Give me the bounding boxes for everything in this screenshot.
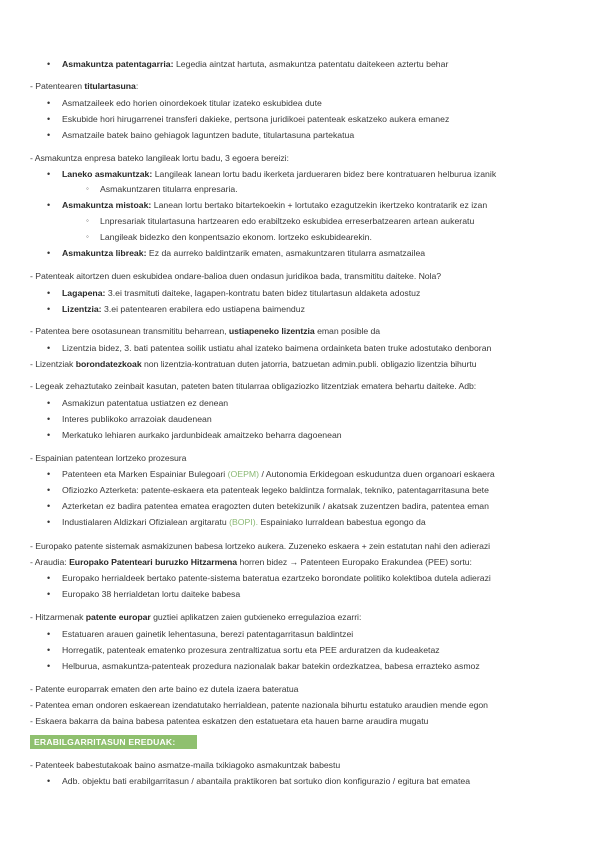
- paragraph: - Eskaera bakarra da baina babesa patentea eskatzen den estatuetara eta hauen barne araudira mugatu: [30, 716, 429, 726]
- list-item: • Asmatzaileek edo horien oinordekoek titular izateko eskubidea dute: [62, 97, 322, 109]
- list-item: • Lizentzia: 3.ei patentearen erabilera edo ustiapena baimenduz: [62, 303, 305, 315]
- list-item: • Asmatzaile batek baino gehiagok laguntzen badute, titulartasuna partekatua: [62, 129, 354, 141]
- paragraph: - Patentea eman ondoren eskaerean izendatutako herrialdean, patente nazionala bihurtu estatuko araudien mende egon: [30, 700, 488, 710]
- paragraph: - Patenteak aitortzen duen eskubidea ondare-balioa duen ondasun juridikoa bada, transmititu daiteke. Nola?: [30, 271, 442, 281]
- paragraph: - Legeak zehaztutako zeinbait kasutan, pateten baten titularraa obligaziozko litzentziak ematera behartu daiteke. Adb:: [30, 381, 477, 391]
- paragraph: - Europako patente sistemak asmakizunen babesa lortzeko aukera. Zuzeneko eskaera + zein estatutan nahi den adierazi: [30, 541, 491, 551]
- paragraph: - Asmakuntza enpresa bateko langileak lortu badu, 3 egoera bereizi:: [30, 153, 289, 163]
- list-item: • Asmakizun patentatua ustiatzen ez denean: [62, 397, 228, 409]
- list-item: • Merkatuko lehiaren aurkako jardunbideak amaitzeko beharra dagoenean: [62, 429, 342, 441]
- paragraph: - Patenteek babestutakoak baino asmatze-maila txikiagoko asmakuntzak babestu: [30, 760, 341, 770]
- paragraph: - Araudia: Europako Patenteari buruzko Hitzarmena horren bidez → Patenteen Europako Erakundea (PEE) sortu:: [30, 557, 472, 567]
- paragraph: - Patentearen titulartasuna:: [30, 81, 139, 91]
- list-item: • Industialaren Aldizkari Ofizialean argitaratu (BOPI). Espainiako lurraldean babestua egongo da: [62, 516, 426, 528]
- sub-list-item: ◦ Lnpresariak titulartasuna hartzearen edo erabiltzeko eskubidea erreserbatzearen artean aukeratu: [100, 215, 474, 227]
- paragraph: - Lizentziak borondatezkoak non lizentzia-kontratuan duten jatorria, batzuetan admin.publi. obligazio lizentzia bihurtu: [30, 359, 477, 369]
- list-item: • Europako 38 herrialdetan lortu daiteke babesa: [62, 588, 240, 600]
- list-item: • Asmakuntza mistoak: Lanean lortu bertako bitartekoekin + lortutako ezagutzekin ikertzeko kontratarik ez izan: [62, 199, 487, 211]
- paragraph: - Patentea bere osotasunean transmititu beharrean, ustiapeneko lizentzia eman posible da: [30, 326, 381, 336]
- paragraph: - Patente europarrak ematen den arte baino ez dutela izaera bateratua: [30, 684, 299, 694]
- list-item: • Europako herrialdeek bertako patente-sistema bateratua ezartzeko borondate politiko kolektiboa dutela adierazi: [62, 572, 491, 584]
- list-item: • Lagapena: 3.ei trasmituti daiteke, lagapen-kontratu baten bidez titulartasun aldaketa adostuz: [62, 287, 420, 299]
- list-item: • Eskubide hori hirugarrenei transferi dakieke, pertsona juridikoei patenteak eskatzeko aukera emanez: [62, 113, 449, 125]
- sub-list-item: ◦ Langileak bidezko den konpentsazio ekonom. lortzeko eskubidearekin.: [100, 231, 372, 243]
- list-item: • Horregatik, patenteak ematenko prozesura zentraltizatua sortu eta PEE arduratzen da kudeaketaz: [62, 644, 440, 656]
- list-item: • Ofiziozko Azterketa: patente-eskaera eta patenteak legeko baldintza formalak, tekniko, patentagarritasuna bete: [62, 484, 489, 496]
- list-item: • Lizentzia bidez, 3. bati patentea soilik ustiatu ahal izateko baimena ordainketa baten truke adostutako denboran: [62, 342, 491, 354]
- list-item: • Estatuaren arauen gainetik lehentasuna, berezi patentagarritasun baldintzei: [62, 628, 353, 640]
- list-item: • Interes publikoko arrazoiak daudenean: [62, 413, 212, 425]
- paragraph: - Hitzarmenak patente europar guztiei aplikatzen zaien gutxieneko erregulazioa ezarri:: [30, 612, 362, 622]
- list-item: • Patenteen eta Marken Espainiar Bulegoari (OEPM) / Autonomia Erkidegoan eskuduntza duen organoari eskaera: [62, 468, 495, 480]
- section-heading: ERABILGARRITASUN EREDUAK:: [30, 735, 197, 749]
- list-item: • Azterketan ez badira patentea ematea eragozten duten betekizunik / akatsak zuzentzen badira, patentea eman: [62, 500, 489, 512]
- list-item: • Asmakuntza patentagarria: Legedia aintzat hartuta, asmakuntza patentatu daitekeen aztertu behar: [62, 58, 448, 70]
- paragraph: - Espainian patentean lortzeko prozesura: [30, 453, 187, 463]
- list-item: • Helburua, asmakuntza-patenteak prozedura nazionalak bakar batekin ordezkatzea, babesa errazteko asmoz: [62, 660, 480, 672]
- list-item: • Asmakuntza libreak: Ez da aurreko baldintzarik ematen, asmakuntzaren titularra asmatzailea: [62, 247, 425, 259]
- list-item: • Adb. objektu bati erabilgarritasun / abantaila praktikoren bat sortuko dion konfigurazio / egitura bat ematea: [62, 775, 470, 787]
- list-item: • Laneko asmakuntzak: Langileak lanean lortu badu ikerketa jardueraren bidez bere kontratuaren helburua izanik: [62, 168, 496, 180]
- sub-list-item: ◦ Asmakuntzaren titularra enpresaria.: [100, 183, 238, 195]
